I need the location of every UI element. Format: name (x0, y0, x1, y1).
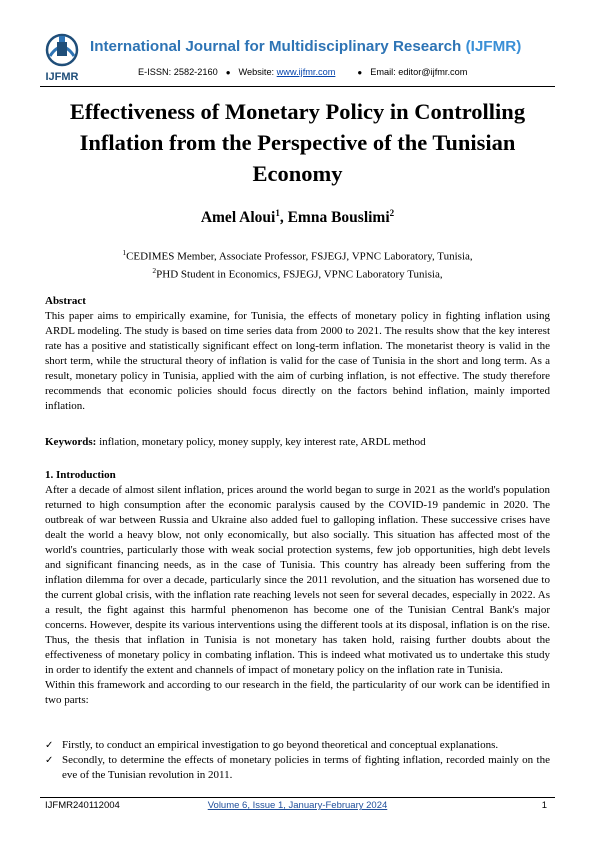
journal-logo (40, 32, 84, 84)
abstract (45, 294, 550, 414)
email: Email: editor@ijfmr.com (370, 67, 468, 77)
intro-paragraph-1: After a decade of almost silent inflation, prices around the world began to surge in 2021 as the world's population returned to high consumption after the economic paralysis caused by the COVID-19 pandemic in 2020. The outbreak of war between Russia and Ukraine also added fuel to galloping inflation. These successive crises have dealt the world a heavy blow, not only economically, but also socially. This situation has affected most of the world's countries, particularly those with weak social protection systems, few job opportunities, high debt levels and significant financing needs, as in the case of Tunisia. This country has already been suffering from the inflation dilemma for over a decade, particularly since the 2011 revolution, and the situation has worsened due to the current global crisis, with the inflation rate reaching levels not seen for several decades, especially in 2022. As a result, the fight against this harmful phenomenon has become one of the Tunisian Central Bank's major concerns. However, despite its various interventions using the different tools at its disposal, inflation is on the rise. Thus, the thesis that inflation in Tunisia is not monetary has taken hold, raising further doubts about the effectiveness of monetary policy in combating inflation. This is indeed what motivated us to undertake this study in order to identify the extent and channels of impact of monetary policy on the inflation rate in Tunisia. (45, 484, 550, 676)
intro-paragraph-2: Within this framework and according to our research in the field, the particularity of our work can be identified in two parts: (45, 679, 550, 706)
eissn: E-ISSN: 2582-2160 (138, 67, 218, 77)
authors: Amel Aloui$^1$, Emna Bouslimi$^2$ (200, 208, 395, 227)
website-link[interactable]: www.ijfmr.com (276, 67, 336, 77)
header-rule (40, 86, 555, 87)
paper-title: Effectiveness of Monetary Policy in Controlling Inflation from the Perspective of the Tunisian Economy (69, 99, 526, 186)
checkmark-icon: ✓ (45, 740, 54, 751)
journal-info: E-ISSN: 2582-2160 ● Website: www.ijfmr.com ● Email: editor@ijfmr.com (138, 67, 468, 77)
footer-paper-id: IJFMR240112004 (45, 800, 120, 811)
intro-heading: 1. Introduction (45, 469, 116, 481)
affiliations (0, 246, 595, 282)
affiliation-1: $^1$CEDIMES Member, Associate Professor, FSJEGJ, VPNC Laboratory, Tunisia, (122, 248, 473, 263)
svg-text:IJFMR: IJFMR (45, 71, 79, 83)
abstract-text: This paper aims to empirically examine, for Tunisia, the effects of monetary policy in fighting inflation using ARDL modeling. The study is based on time series data from 2000 to 2021. The results show that the key interest rate has a positive and statistically significant effect on long-term inflation. The monetarist theory is valid in the short term, while the structural theory of inflation is valid for the case of Tunisia in the short and long term. As a result, monetary policy in Tunisia, applied with the aim of curbing inflation, is not effective. The study therefore recommends that economic policies should focus directly on the factors behind inflation, mainly imported inflation. (45, 310, 550, 412)
journal-header (0, 0, 595, 88)
intro-bullet-list (45, 738, 550, 783)
footer-issue: Volume 6, Issue 1, January-February 2024 (207, 800, 388, 811)
introduction (45, 468, 550, 708)
list-item: ✓ Firstly, to conduct an empirical investigation to go beyond theoretical and conceptual explanations. (45, 739, 499, 751)
journal-title: International Journal for Multidisciplinary Research (IJFMR) (90, 38, 522, 55)
list-item: ✓ Secondly, to determine the effects of monetary policies in terms of fighting inflation, recorded mainly on the eve of the Tunisian revolution in 2011. (45, 754, 550, 781)
checkmark-icon: ✓ (45, 755, 54, 766)
footer-page-number: 1 (541, 800, 547, 811)
footer-rule (40, 797, 555, 798)
affiliation-2: $^2$PHD Student in Economics, FSJEGJ, VPNC Laboratory Tunisia, (152, 266, 443, 281)
keywords: Keywords: inflation, monetary policy, money supply, key interest rate, ARDL method (45, 436, 426, 448)
abstract-heading: Abstract (45, 295, 86, 307)
